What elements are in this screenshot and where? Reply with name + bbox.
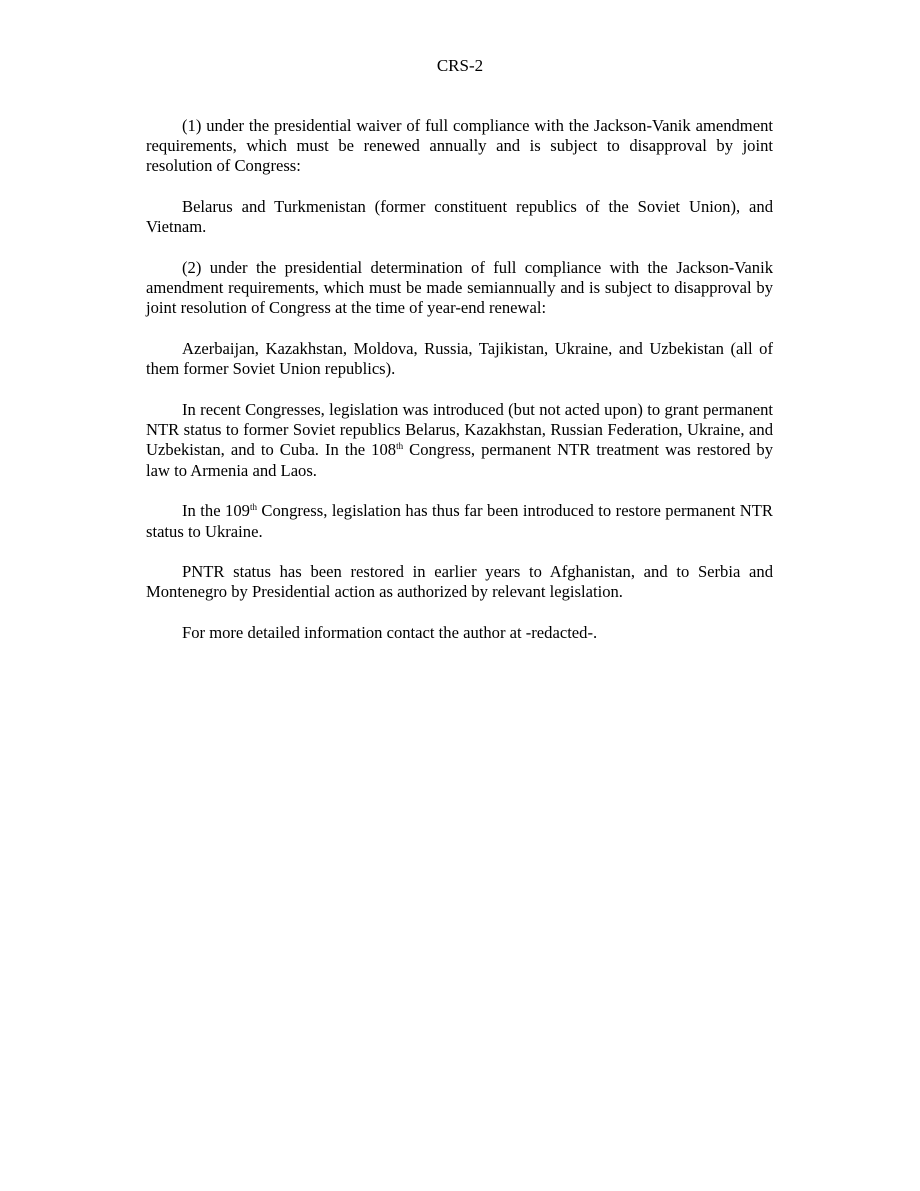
paragraph-contact-info: For more detailed information contact the author at -redacted-. xyxy=(182,623,598,643)
109th-congress-text-2: Congress, legislation has thus far been introduced to restore permanent NTR status to Ukraine. xyxy=(146,501,773,541)
paragraph-determination-countries: Azerbaijan, Kazakhstan, Moldova, Russia, Tajikistan, Ukraine, and Uzbekistan (all of them former Soviet Union republics). xyxy=(146,339,773,379)
ordinal-superscript: th xyxy=(396,441,404,452)
document-body xyxy=(146,116,773,664)
ordinal-superscript: th xyxy=(249,502,257,513)
paragraph-waiver-compliance: (1) under the presidential waiver of full compliance with the Jackson-Vanik amendment requirements, which must be renewed annually and is subject to disapproval by joint resolution of Congress: xyxy=(146,116,773,176)
paragraph-recent-congresses xyxy=(146,400,773,481)
paragraph-pntr-restored: PNTR status has been restored in earlier years to Afghanistan, and to Serbia and Montenegro by Presidential action as authorized by relevant legislation. xyxy=(146,562,773,602)
paragraph-109th-congress xyxy=(146,501,773,541)
109th-congress-text-1: In the 109 xyxy=(182,501,250,521)
paragraph-waiver-countries: Belarus and Turkmenistan (former constituent republics of the Soviet Union), and Vietnam. xyxy=(146,197,773,237)
page-number-header: CRS-2 xyxy=(436,56,484,75)
recent-congresses-text-1: In recent Congresses, legislation was introduced (but not acted upon) to grant permanent NTR status to former Soviet republics Belarus, Kazakhstan, Russian Federation, Ukraine, and Uzbekistan, and to Cuba. In the 108 xyxy=(146,400,773,460)
paragraph-determination-compliance: (2) under the presidential determination of full compliance with the Jackson-Vanik amendment requirements, which must be made semiannually and is subject to disapproval by joint resolution of Congress at the time of year-end renewal: xyxy=(146,258,773,318)
recent-congresses-text-2: Congress, permanent NTR treatment was restored by law to Armenia and Laos. xyxy=(146,440,774,480)
